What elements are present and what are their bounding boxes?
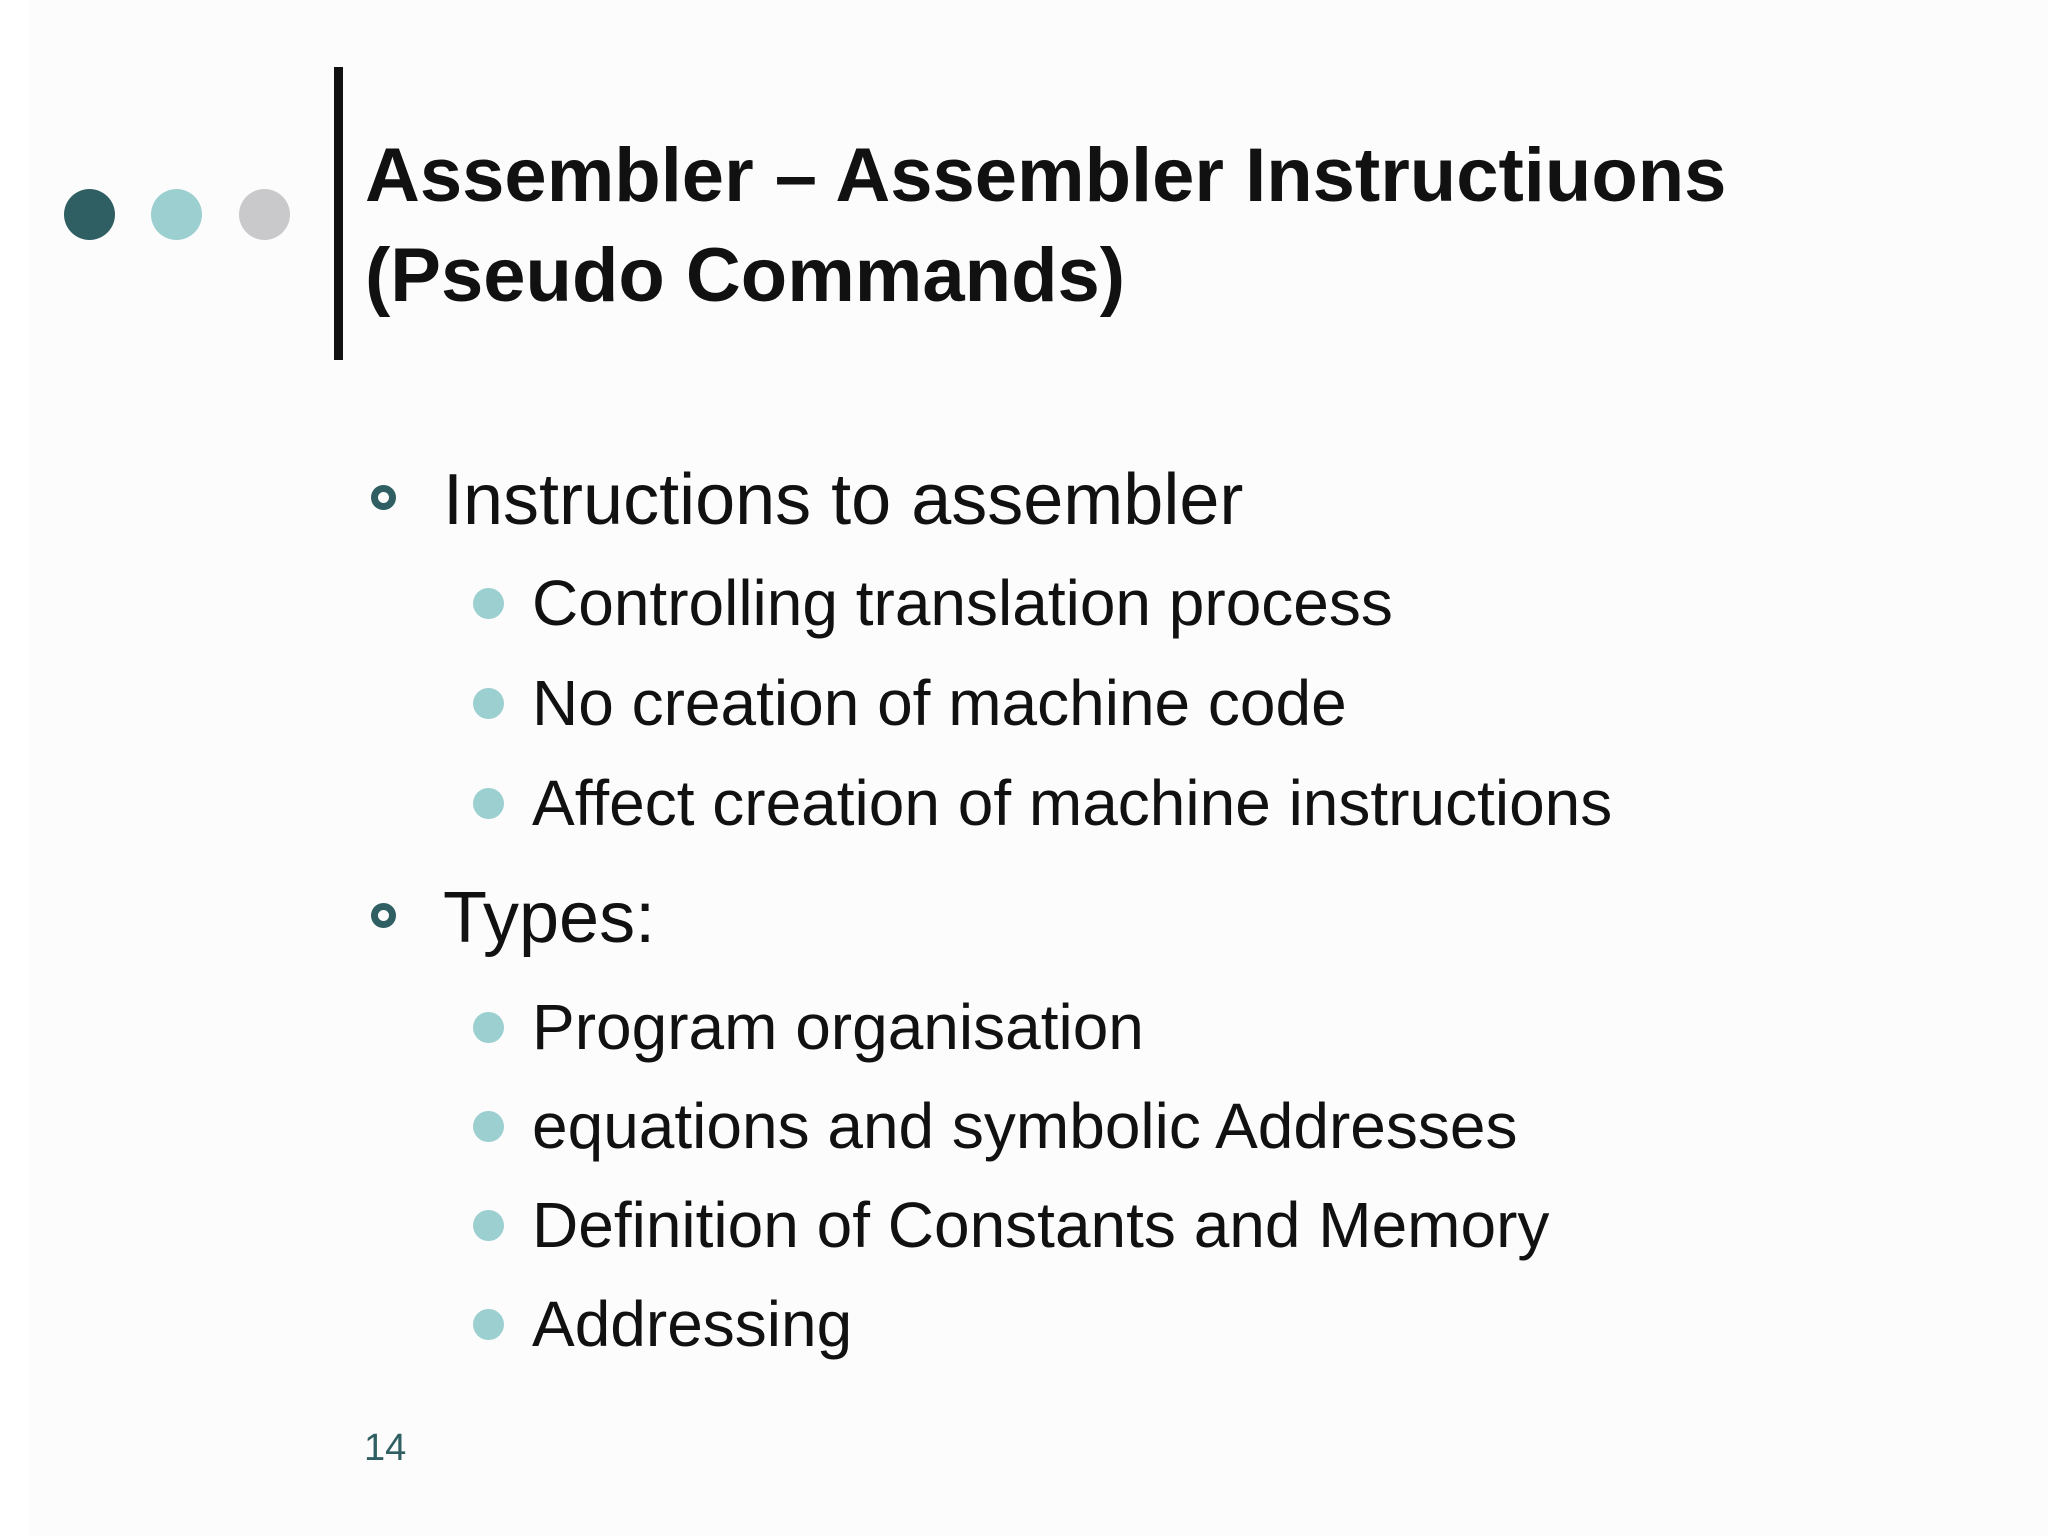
dot-bullet-icon bbox=[473, 1309, 504, 1340]
page-number: 14 bbox=[364, 1427, 407, 1469]
sub-bullet-text: Program organisation bbox=[532, 991, 1144, 1063]
bullet-text: Types: bbox=[443, 878, 656, 958]
sub-bullet-item bbox=[470, 1090, 1970, 1181]
sub-bullet-item bbox=[470, 991, 1970, 1082]
decorative-dot-grey bbox=[239, 189, 290, 240]
ring-bullet-icon bbox=[371, 903, 396, 928]
decorative-dot-dark bbox=[64, 189, 115, 240]
dot-bullet-icon bbox=[473, 588, 504, 619]
dot-bullet-icon bbox=[473, 1012, 504, 1043]
bullet-text: Instructions to assembler bbox=[443, 460, 1244, 540]
sub-bullet-text: Controlling translation process bbox=[532, 567, 1393, 639]
dot-bullet-icon bbox=[473, 688, 504, 719]
title-divider bbox=[334, 67, 343, 360]
sub-bullet-text: No creation of machine code bbox=[532, 667, 1347, 739]
sub-bullet-text: Addressing bbox=[532, 1288, 853, 1360]
bullet-item bbox=[365, 878, 1965, 973]
sub-bullet-text: Affect creation of machine instructions bbox=[532, 767, 1613, 839]
slide-title bbox=[365, 126, 1985, 326]
sub-bullet-text: Definition of Constants and Memory bbox=[532, 1189, 1550, 1261]
ring-bullet-icon bbox=[371, 485, 396, 510]
dot-bullet-icon bbox=[473, 1111, 504, 1142]
sub-bullet-item bbox=[470, 567, 1970, 658]
dot-bullet-icon bbox=[473, 1210, 504, 1241]
slide-title-line: Assembler – Assembler Instructiuons bbox=[365, 133, 1727, 218]
dot-bullet-icon bbox=[473, 788, 504, 819]
sub-bullet-item bbox=[470, 667, 1970, 758]
bullet-item bbox=[365, 460, 1965, 555]
sub-bullet-item bbox=[470, 767, 1970, 858]
slide-title-line: (Pseudo Commands) bbox=[365, 233, 1126, 318]
sub-bullet-item bbox=[470, 1288, 1970, 1379]
decorative-dot-light bbox=[151, 189, 202, 240]
sub-bullet-text: equations and symbolic Addresses bbox=[532, 1090, 1518, 1162]
sub-bullet-item bbox=[470, 1189, 1970, 1280]
